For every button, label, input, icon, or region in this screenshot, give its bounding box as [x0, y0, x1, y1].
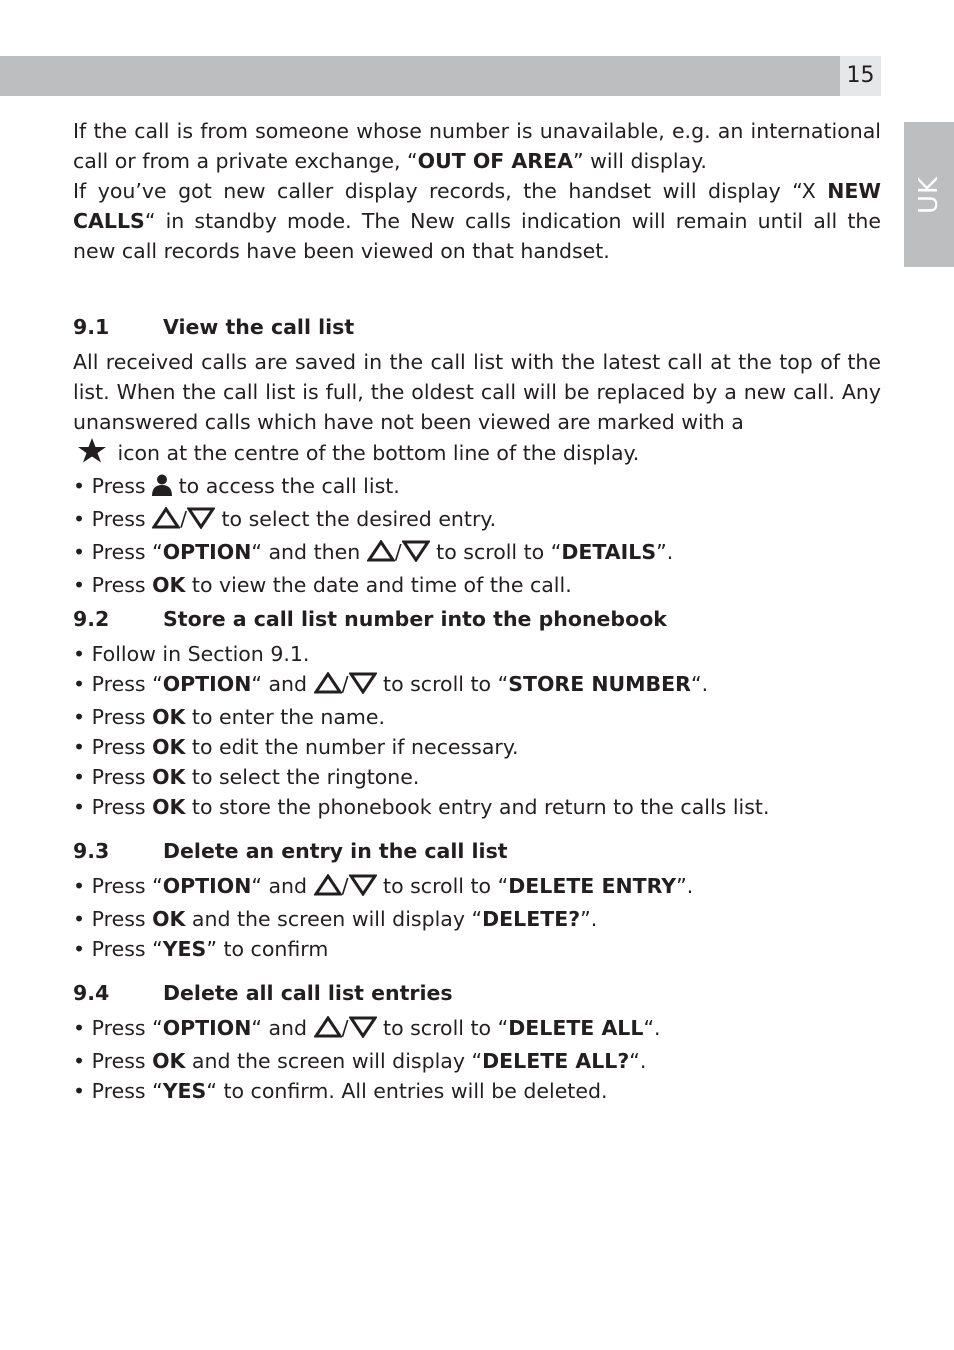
section-9-1-bullet-3: • Press “OPTION“ and then / to scroll to “DETAILS”. [73, 537, 881, 570]
section-9-1-body: All received calls are saved in the call list with the latest call at the top of the list. When the call list is full, the oldest call will be replaced by a new call. Any unanswered calls which have not been viewed are marked with a icon at the centre of the bottom line of the display. [73, 347, 881, 471]
language-tab [904, 122, 954, 267]
section-9-2-heading: 9.2 Store a call list number into the phonebook [73, 607, 667, 631]
section-9-3-bullet-3: • Press “YES” to confirm [73, 937, 329, 961]
page-number: 15 [840, 56, 881, 96]
section-9-2-bullet-1: • Follow in Section 9.1. [73, 642, 310, 666]
up-triangle-icon [314, 874, 342, 904]
section-9-4-bullet-3: • Press “YES“ to confirm. All entries will be deleted. [73, 1079, 608, 1103]
section-9-1 [73, 312, 881, 600]
section-9-2-bullet-4: • Press OK to edit the number if necessary. [73, 735, 519, 759]
section-9-2-bullet-6: • Press OK to store the phonebook entry and return to the calls list. [73, 795, 770, 819]
section-9-3-heading: 9.3 Delete an entry in the call list [73, 839, 508, 863]
section-9-4 [73, 978, 881, 1106]
down-triangle-icon [349, 672, 377, 702]
person-icon [152, 474, 172, 504]
section-9-2 [73, 604, 881, 822]
up-triangle-icon [152, 507, 180, 537]
section-9-3 [73, 836, 881, 964]
section-9-1-heading: 9.1 View the call list [73, 315, 355, 339]
down-triangle-icon [349, 1016, 377, 1046]
header-bar [0, 56, 840, 96]
section-9-1-bullet-4: • Press OK to view the date and time of the call. [73, 573, 572, 597]
down-triangle-icon [187, 507, 215, 537]
section-9-2-bullet-5: • Press OK to select the ringtone. [73, 765, 420, 789]
section-9-3-bullet-1: • Press “OPTION“ and / to scroll to “DELETE ENTRY”. [73, 871, 881, 904]
down-triangle-icon [349, 874, 377, 904]
down-triangle-icon [402, 540, 430, 570]
language-tab-label: UK [914, 175, 944, 214]
up-triangle-icon [314, 672, 342, 702]
section-9-4-bullet-2: • Press OK and the screen will display “DELETE ALL?“. [73, 1049, 647, 1073]
up-triangle-icon [367, 540, 395, 570]
section-9-2-bullet-2: • Press “OPTION“ and / to scroll to “STORE NUMBER“. [73, 669, 881, 702]
section-9-2-bullet-3: • Press OK to enter the name. [73, 705, 386, 729]
intro-paragraph-2: If you’ve got new caller display records, the handset will display “X NEW CALLS“ in standby mode. The New calls indication will remain until all the new call records have been viewed on that handset. [73, 179, 881, 263]
intro [73, 116, 881, 266]
section-9-1-bullet-2: • Press / to select the desired entry. [73, 504, 881, 537]
section-9-4-bullet-1: • Press “OPTION“ and / to scroll to “DELETE ALL“. [73, 1013, 881, 1046]
intro-paragraph-1: If the call is from someone whose number is unavailable, e.g. an international call or from a private exchange, “OUT OF AREA” will display. [73, 119, 881, 173]
section-9-3-bullet-2: • Press OK and the screen will display “DELETE?”. [73, 907, 598, 931]
up-triangle-icon [314, 1016, 342, 1046]
star-icon [73, 437, 111, 471]
section-9-4-heading: 9.4 Delete all call list entries [73, 981, 453, 1005]
section-9-1-bullet-1: • Press to access the call list. [73, 471, 881, 504]
